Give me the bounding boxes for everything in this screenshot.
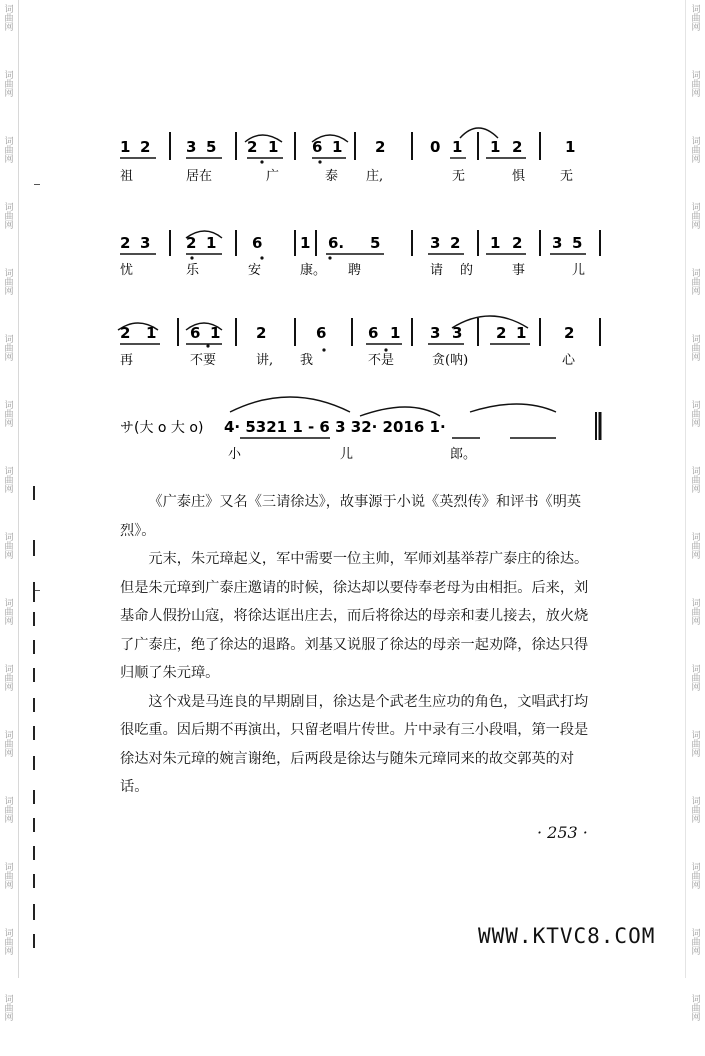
note: 1: [565, 138, 576, 156]
note: 0: [430, 138, 441, 156]
watermark-char: 词: [691, 665, 701, 675]
watermark-char: 词: [4, 335, 14, 345]
watermark-char: 词: [4, 863, 14, 873]
note: 3: [552, 234, 563, 252]
note: 2: [120, 324, 131, 342]
lyric: 无: [452, 169, 466, 184]
margin-tick: [33, 698, 35, 712]
watermark-char: 网: [691, 485, 701, 495]
watermark-char: 网: [691, 89, 701, 99]
note: 1: [452, 138, 463, 156]
note: 6: [190, 324, 201, 342]
margin-tick: [33, 934, 35, 948]
watermark-char: 曲: [691, 146, 701, 156]
watermark-char: 网: [4, 617, 14, 627]
watermark-char: 曲: [691, 476, 701, 486]
body-text: [120, 488, 600, 802]
watermark-char: 网: [691, 881, 701, 891]
watermark-char: 曲: [691, 674, 701, 684]
watermark-char: 词: [691, 797, 701, 807]
watermark-char: 曲: [691, 872, 701, 882]
watermark-group: [0, 792, 18, 858]
watermark-char: 曲: [4, 278, 14, 288]
watermark-char: 网: [4, 23, 14, 33]
watermark-char: 曲: [691, 938, 701, 948]
lyric: 郎。: [450, 447, 477, 462]
note: 1: [490, 234, 501, 252]
note: 1: [120, 138, 131, 156]
note: 1: [300, 234, 311, 252]
margin-tick: [33, 668, 35, 682]
watermark-group: [0, 924, 18, 990]
note: 6: [312, 138, 323, 156]
note: 1: [490, 138, 501, 156]
watermark-char: 词: [4, 797, 14, 807]
watermark-char: 词: [4, 665, 14, 675]
lyric: 无: [560, 169, 574, 184]
watermark-char: 曲: [4, 344, 14, 354]
watermark-char: 网: [691, 947, 701, 957]
note: 2: [450, 234, 461, 252]
lyric: 居在: [186, 169, 213, 184]
watermark-char: 词: [4, 269, 14, 279]
watermark-group: [687, 858, 705, 924]
watermark-char: 曲: [691, 608, 701, 618]
note: 2: [375, 138, 386, 156]
watermark-char: 曲: [4, 80, 14, 90]
watermark-char: 词: [4, 401, 14, 411]
watermark-group: [0, 528, 18, 594]
watermark-char: 词: [4, 203, 14, 213]
lyric: 安: [248, 263, 262, 278]
margin-tick: [33, 904, 35, 920]
watermark-char: 网: [4, 881, 14, 891]
margin-tick: [33, 818, 35, 832]
watermark-char: 曲: [4, 212, 14, 222]
watermark-char: 网: [4, 89, 14, 99]
margin-tick: [33, 874, 35, 888]
watermark-char: 网: [691, 683, 701, 693]
watermark-char: 曲: [4, 476, 14, 486]
watermark-char: 网: [4, 551, 14, 561]
lyric: 不要: [190, 353, 217, 368]
watermark-char: 词: [691, 335, 701, 345]
page-number: · 253 ·: [537, 823, 588, 842]
lyric: 惧: [512, 169, 526, 184]
note: 6.: [328, 234, 345, 252]
watermark-char: 词: [691, 731, 701, 741]
note: 5: [370, 234, 381, 252]
watermark-group: [687, 726, 705, 792]
note: 5: [572, 234, 583, 252]
margin-tick: [33, 640, 35, 654]
note: 6: [316, 324, 327, 342]
lyric: 贪(呐): [432, 353, 469, 368]
watermark-char: 网: [691, 353, 701, 363]
note: 2: [256, 324, 267, 342]
note: 1: [206, 234, 217, 252]
watermark-char: 词: [691, 929, 701, 939]
lyric: 广: [266, 169, 280, 184]
note: 1: [146, 324, 157, 342]
prelude-marking: サ(大 o 大 o): [120, 420, 204, 436]
watermark-char: 网: [4, 947, 14, 957]
margin-tick: [33, 726, 35, 740]
note: 2: [186, 234, 197, 252]
watermark-char: 网: [691, 551, 701, 561]
lyric: 事: [512, 263, 526, 278]
watermark-group: [0, 858, 18, 924]
margin-tick: [33, 582, 35, 602]
watermark-char: 词: [691, 533, 701, 543]
jianpu-score: [0, 0, 705, 480]
watermark-char: 曲: [4, 1004, 14, 1014]
watermark-char: 词: [4, 929, 14, 939]
paragraph: 《广泰庄》又名《三请徐达》，故事源于小说《英烈传》和评书《明英烈》。: [120, 494, 582, 539]
watermark-char: 曲: [4, 608, 14, 618]
watermark-char: 曲: [4, 806, 14, 816]
watermark-char: 网: [4, 353, 14, 363]
watermark-char: 词: [4, 731, 14, 741]
lyric: 康。: [300, 263, 327, 278]
lyric: 小: [228, 447, 242, 462]
note: 2: [247, 138, 258, 156]
watermark-char: 词: [4, 71, 14, 81]
lyric: 庄,: [366, 169, 384, 184]
watermark-char: 词: [4, 467, 14, 477]
watermark-group: [687, 594, 705, 660]
watermark-char: 词: [691, 467, 701, 477]
lyric: 聘: [348, 263, 362, 278]
watermark-char: 网: [4, 221, 14, 231]
note: 2: [496, 324, 507, 342]
watermark-char: 词: [691, 599, 701, 609]
watermark-group: [0, 660, 18, 726]
note: 1: [332, 138, 343, 156]
watermark-char: 词: [4, 5, 14, 15]
note: 2: [512, 234, 523, 252]
lyric: 儿: [340, 447, 354, 462]
watermark-char: 曲: [4, 14, 14, 24]
watermark-group: [687, 924, 705, 990]
watermark-char: 词: [4, 137, 14, 147]
watermark-char: 曲: [4, 938, 14, 948]
watermark-char: 网: [691, 23, 701, 33]
note: 3: [186, 138, 197, 156]
margin-tick: [33, 846, 35, 860]
margin-tick: [33, 756, 35, 770]
watermark-char: 网: [4, 287, 14, 297]
watermark-char: 词: [691, 269, 701, 279]
watermark-char: 网: [4, 1013, 14, 1023]
watermark-char: 网: [691, 1013, 701, 1023]
lyric: 泰: [325, 169, 339, 184]
watermark-char: 词: [691, 863, 701, 873]
watermark-char: 词: [691, 203, 701, 213]
watermark-char: 词: [4, 995, 14, 1005]
margin-tick: [33, 612, 35, 626]
watermark-char: 曲: [4, 674, 14, 684]
watermark-char: 曲: [4, 410, 14, 420]
lyric: 祖: [120, 169, 134, 184]
watermark-group: [0, 990, 18, 1056]
watermark-char: 曲: [4, 542, 14, 552]
note: 3: [452, 324, 463, 342]
lyric: 的: [460, 263, 474, 278]
note-run: 4· 5321 1 - 6 3 32· 2016 1·: [224, 418, 446, 436]
note: 1: [210, 324, 221, 342]
margin-tick: [33, 540, 35, 556]
watermark-char: 网: [691, 419, 701, 429]
note: 2: [120, 234, 131, 252]
watermark-char: 网: [691, 287, 701, 297]
lyric: 请: [430, 263, 444, 278]
watermark-char: 网: [691, 155, 701, 165]
watermark-char: 曲: [4, 146, 14, 156]
lyric: 再: [120, 353, 134, 368]
lyric: 讲,: [256, 353, 274, 368]
site-url: WWW.KTVC8.COM: [478, 924, 656, 948]
note: 1: [268, 138, 279, 156]
watermark-char: 曲: [691, 212, 701, 222]
watermark-char: 词: [691, 995, 701, 1005]
paragraph: 这个戏是马连良的早期剧目，徐达是个武老生应功的角色，文唱武打均很吃重。因后期不再演出，只留老唱片传世。片中录有三小段唱，第一段是徐达对朱元璋的婉言谢绝，后两段是徐达与随朱元璋同来的故交郭英的对话。: [120, 693, 589, 795]
watermark-group: [687, 660, 705, 726]
watermark-group: [0, 726, 18, 792]
watermark-char: 网: [691, 749, 701, 759]
watermark-char: 词: [691, 71, 701, 81]
watermark-char: 曲: [691, 806, 701, 816]
watermark-char: 网: [4, 155, 14, 165]
note: 3: [430, 324, 441, 342]
note: 6: [368, 324, 379, 342]
lyric: 乐: [186, 263, 200, 278]
watermark-char: 曲: [691, 344, 701, 354]
note: 2: [564, 324, 575, 342]
watermark-char: 网: [4, 749, 14, 759]
watermark-char: 网: [691, 617, 701, 627]
paragraph: 元末，朱元璋起义，军中需要一位主帅，军师刘基举荐广泰庄的徐达。但是朱元璋到广泰庄邀请的时候，徐达却以要侍奉老母为由相拒。后来，刘基命人假扮山寇，将徐达诓出庄去，而后将徐达的母亲和妻儿接去，放火烧了广泰庄，绝了徐达的退路。刘基又说服了徐达的母亲一起劝降，徐达只得归顺了朱元璋。: [120, 551, 589, 681]
watermark-char: 曲: [691, 80, 701, 90]
watermark-char: 网: [4, 485, 14, 495]
note: 2: [512, 138, 523, 156]
note: 5: [206, 138, 217, 156]
watermark-char: 曲: [691, 542, 701, 552]
watermark-char: 网: [4, 419, 14, 429]
watermark-char: 词: [4, 533, 14, 543]
watermark-group: [0, 594, 18, 660]
watermark-char: 网: [4, 815, 14, 825]
watermark-group: [687, 528, 705, 594]
lyric: 心: [562, 353, 576, 368]
note: 3: [140, 234, 151, 252]
watermark-char: 曲: [691, 1004, 701, 1014]
watermark-char: 曲: [4, 740, 14, 750]
lyric: 我: [300, 353, 314, 368]
margin-tick: [33, 790, 35, 804]
note: 6: [252, 234, 263, 252]
note: 1: [516, 324, 527, 342]
watermark-char: 网: [691, 221, 701, 231]
note: 3: [430, 234, 441, 252]
watermark-char: 曲: [691, 740, 701, 750]
margin-tick: [33, 486, 35, 500]
watermark-char: 网: [4, 683, 14, 693]
watermark-group: [687, 792, 705, 858]
watermark-char: 词: [4, 599, 14, 609]
watermark-char: 词: [691, 401, 701, 411]
lyric: 儿: [572, 263, 586, 278]
watermark-char: 曲: [691, 278, 701, 288]
watermark-char: 词: [691, 137, 701, 147]
watermark-char: 曲: [4, 872, 14, 882]
note: 1: [390, 324, 401, 342]
watermark-char: 曲: [691, 410, 701, 420]
watermark-group: [687, 990, 705, 1056]
note: 2: [140, 138, 151, 156]
watermark-char: 词: [691, 5, 701, 15]
watermark-char: 曲: [691, 14, 701, 24]
lyric: 不是: [368, 353, 395, 368]
watermark-char: 网: [691, 815, 701, 825]
lyric: 忧: [120, 263, 134, 278]
